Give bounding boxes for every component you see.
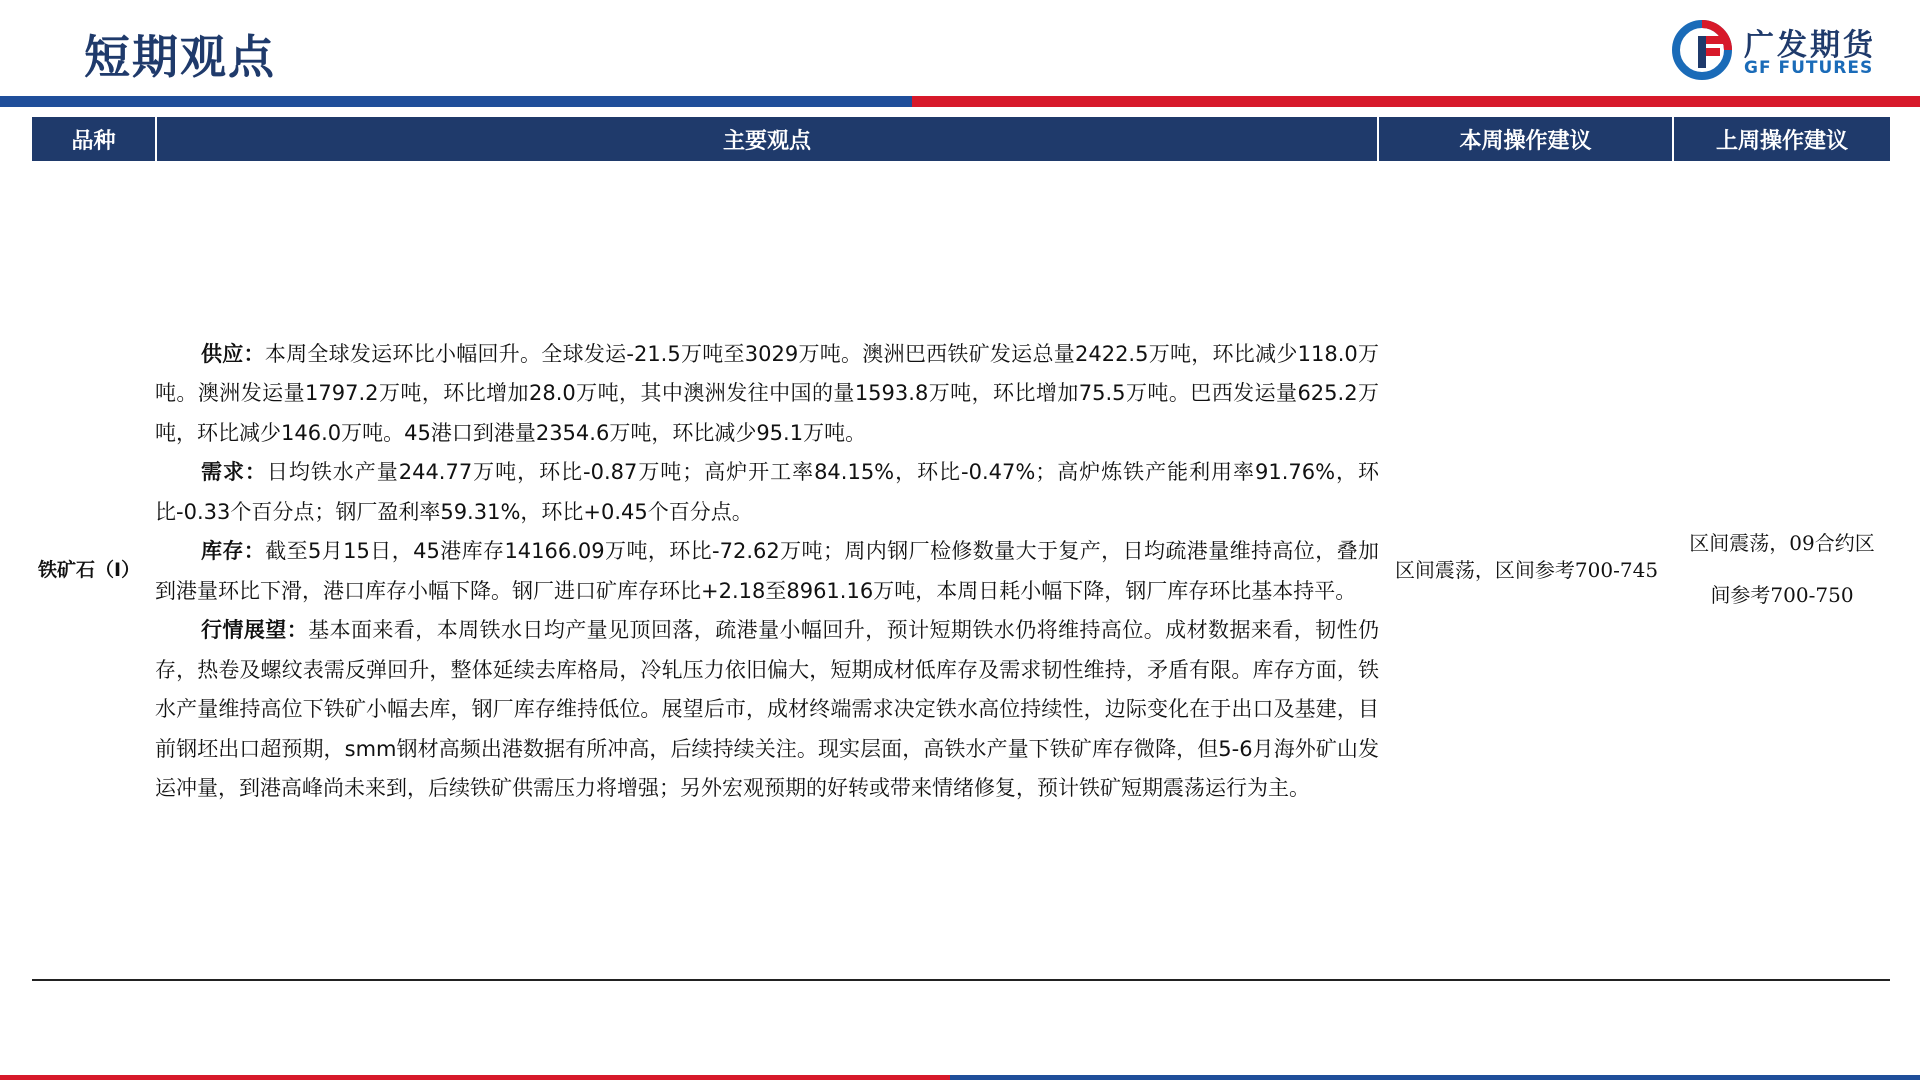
header-main-view: 主要观点 xyxy=(157,117,1379,161)
outlook-label: 行情展望： xyxy=(201,618,309,642)
logo-en-text: GF FUTURES xyxy=(1744,58,1874,78)
header-color-band xyxy=(0,96,1920,107)
inventory-label: 库存： xyxy=(201,539,266,563)
table-row xyxy=(32,161,1890,976)
page-title: 短期观点 xyxy=(84,30,276,84)
gf-logo-icon xyxy=(1672,18,1736,82)
table-bottom-divider xyxy=(32,979,1890,981)
demand-label: 需求： xyxy=(201,460,267,484)
demand-paragraph xyxy=(155,453,1379,532)
footer-color-band xyxy=(0,1075,1920,1080)
last-week-suggestion: 区间震荡，09合约区间参考700-750 xyxy=(1689,530,1875,607)
header-this-week: 本周操作建议 xyxy=(1379,117,1674,161)
outlook-table xyxy=(32,117,1890,976)
logo-cn-text: 广发期货 xyxy=(1744,28,1876,63)
variety-cell: 铁矿石（I） xyxy=(38,559,141,581)
outlook-paragraph xyxy=(155,611,1379,809)
main-view-text xyxy=(155,335,1379,809)
footer-band-red xyxy=(0,1075,950,1080)
demand-text: 日均铁水产量244.77万吨，环比-0.87万吨；高炉开工率84.15%，环比-0.47%；高炉炼铁产能利用率91.76%，环比-0.33个百分点；钢厂盈利率59.31%，环比+0.45个百分点。 xyxy=(155,460,1379,524)
header-variety: 品种 xyxy=(32,117,157,161)
header-last-week: 上周操作建议 xyxy=(1715,128,1848,154)
footer-band-blue xyxy=(950,1075,1920,1080)
header-band-blue xyxy=(0,96,912,107)
supply-text: 本周全球发运环比小幅回升。全球发运-21.5万吨至3029万吨。澳洲巴西铁矿发运总量2422.5万吨，环比减少118.0万吨。澳洲发运量1797.2万吨，环比增加28.0万吨，其中澳洲发往中国的量1593.8万吨，环比增加75.5万吨。巴西发运量625.2万吨，环比减少146.0万吨。45港口到港量2354.6万吨，环比减少95.1万吨。 xyxy=(155,341,1380,445)
this-week-suggestion: 区间震荡，区间参考700-745 xyxy=(1394,558,1659,582)
inventory-text: 截至5月15日，45港库存14166.09万吨，环比-72.62万吨；周内钢厂检修数量大于复产，日均疏港量维持高位，叠加到港量环比下滑，港口库存小幅下降。钢厂进口矿库存环比+2.18至8961.16万吨，本周日耗小幅下降，钢厂库存环比基本持平。 xyxy=(155,539,1380,603)
main-view-cell xyxy=(157,161,1379,976)
supply-label: 供应： xyxy=(201,341,265,366)
supply-paragraph xyxy=(155,335,1379,454)
table-header xyxy=(32,117,1890,161)
inventory-paragraph xyxy=(155,532,1379,611)
header-band-red xyxy=(912,96,1920,107)
gf-futures-logo xyxy=(1672,18,1882,84)
outlook-text: 基本面来看，本周铁水日均产量见顶回落，疏港量小幅回升，预计短期铁水仍将维持高位。成材数据来看，韧性仍存，热卷及螺纹表需反弹回升，整体延续去库格局，冷轧压力依旧偏大，短期成材低库存及需求韧性维持，矛盾有限。库存方面，铁水产量维持高位下铁矿小幅去库，钢厂库存维持低位。展望后市，成材终端需求决定铁水高位持续性，边际变化在于出口及基建，目前钢坯出口超预期，smm钢材高频出港数据有所冲高，后续持续关注。现实层面，高铁水产量下铁矿库存微降，但5-6月海外矿山发运冲量，到港高峰尚未来到，后续铁矿供需压力将增强；另外宏观预期的好转或带来情绪修复，预计铁矿短期震荡运行为主。 xyxy=(155,618,1380,800)
